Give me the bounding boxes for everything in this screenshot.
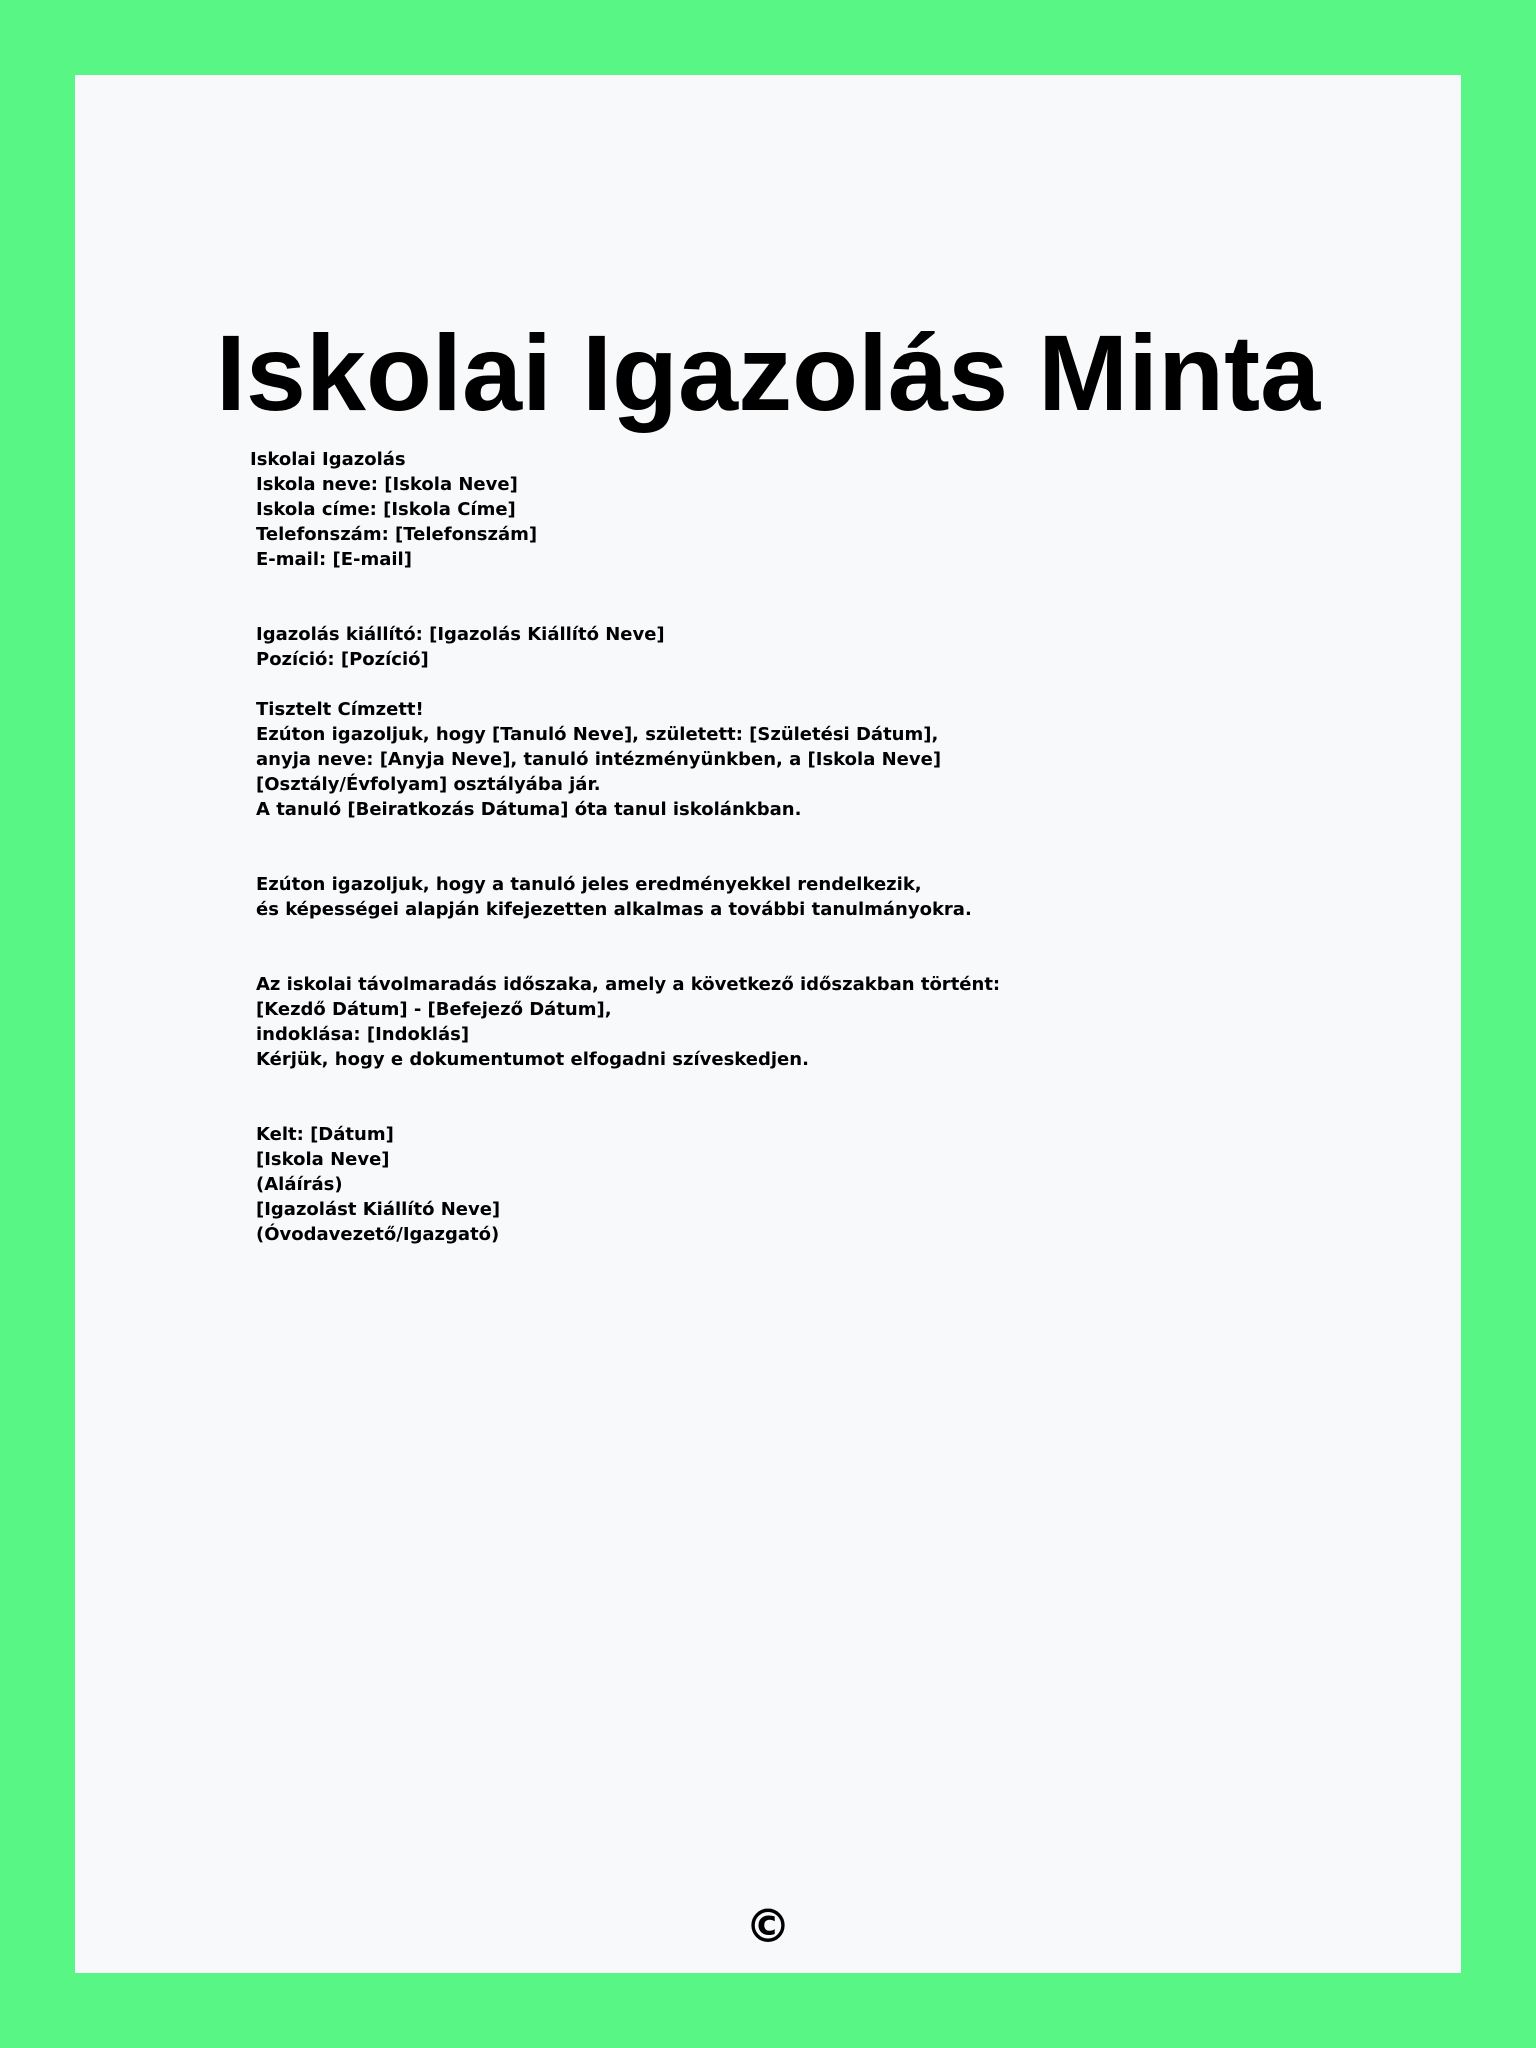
paragraph-line: [Kezdő Dátum] - [Befejező Dátum], <box>256 999 612 1020</box>
signature-school: [Iskola Neve] <box>256 1149 390 1170</box>
paragraph-line: [Osztály/Évfolyam] osztályába jár. <box>256 774 601 795</box>
copyright-icon: © <box>745 1899 791 1953</box>
paragraph-line: Ezúton igazoljuk, hogy [Tanuló Neve], született: [Születési Dátum], <box>256 724 939 745</box>
issuer-position-line: Pozíció: [Pozíció] <box>256 649 429 670</box>
salutation: Tisztelt Címzett! <box>256 699 424 720</box>
paragraph-line: és képességei alapján kifejezetten alkalmas a további tanulmányokra. <box>256 899 972 920</box>
doc-label: Iskolai Igazolás <box>250 449 406 470</box>
paragraph-line: anyja neve: [Anyja Neve], tanuló intézményünkben, a [Iskola Neve] <box>256 749 942 770</box>
document-body <box>250 447 1000 1247</box>
spacer <box>250 822 1000 847</box>
signature-role: (Óvodavezető/Igazgató) <box>256 1224 500 1245</box>
spacer <box>250 1097 1000 1122</box>
issuer-name-line: Igazolás kiállító: [Igazolás Kiállító Neve] <box>256 624 665 645</box>
document-page <box>75 75 1461 1973</box>
spacer <box>250 597 1000 622</box>
school-name-line: Iskola neve: [Iskola Neve] <box>256 474 518 495</box>
paragraph-line: Kérjük, hogy e dokumentumot elfogadni szíveskedjen. <box>256 1049 809 1070</box>
page-title: Iskolai Igazolás Minta <box>215 312 1321 433</box>
spacer <box>250 947 1000 972</box>
signature-date: Kelt: [Dátum] <box>256 1124 394 1145</box>
email-line: E-mail: [E-mail] <box>256 549 412 570</box>
spacer <box>250 672 1000 697</box>
school-address-line: Iskola címe: [Iskola Címe] <box>256 499 516 520</box>
paragraph-line: A tanuló [Beiratkozás Dátuma] óta tanul iskolánkban. <box>256 799 802 820</box>
paragraph-line: indoklása: [Indoklás] <box>256 1024 470 1045</box>
spacer <box>250 922 1000 947</box>
spacer <box>250 847 1000 872</box>
phone-line: Telefonszám: [Telefonszám] <box>256 524 538 545</box>
spacer <box>250 1072 1000 1097</box>
signature-sign: (Aláírás) <box>256 1174 343 1195</box>
signature-issuer-name: [Igazolást Kiállító Neve] <box>256 1199 501 1220</box>
paragraph-line: Az iskolai távolmaradás időszaka, amely a következő időszakban történt: <box>256 974 1001 995</box>
paragraph-line: Ezúton igazoljuk, hogy a tanuló jeles eredményekkel rendelkezik, <box>256 874 922 895</box>
spacer <box>250 572 1000 597</box>
